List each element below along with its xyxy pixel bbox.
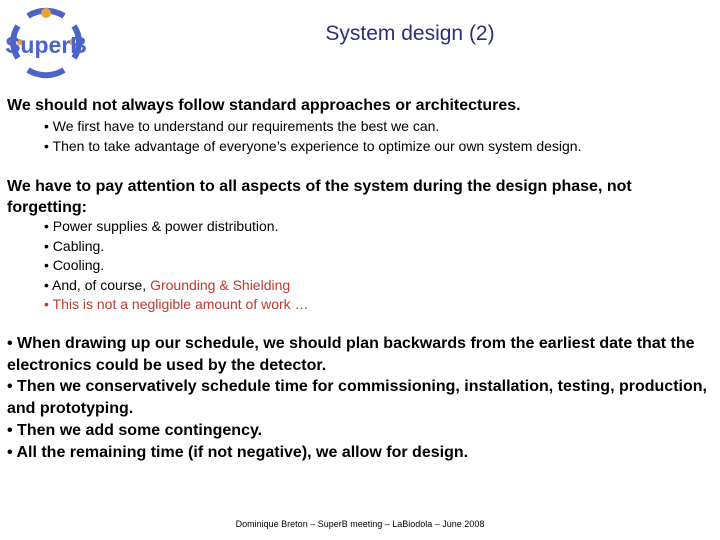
bullet-item: • Then to take advantage of everyone’s experience to optimize our own system design. bbox=[44, 137, 582, 154]
grounding-prefix: • And, of course, bbox=[44, 276, 151, 293]
bullet-item: • Cabling. bbox=[44, 237, 105, 254]
bullet-item-warning: • This is not a negligible amount of work … bbox=[44, 296, 309, 312]
schedule-line: • Then we add some contingency. bbox=[7, 421, 263, 439]
section1-heading: We should not always follow standard approaches or architectures. bbox=[7, 97, 521, 114]
section1-bullets bbox=[44, 117, 581, 156]
bullet-item: • We first have to understand our requirements the best we can. bbox=[44, 118, 440, 134]
grounding-highlight: Grounding & Shielding bbox=[150, 276, 291, 293]
schedule-line: • When drawing up our schedule, we should plan backwards from the earliest date that the electronics could be used by the detector. bbox=[7, 335, 695, 374]
footer: Dominique Breton – SuperB meeting – LaBiodola – June 2008 bbox=[235, 519, 485, 529]
bullet-item: • Power supplies & power distribution. bbox=[44, 218, 279, 234]
bullet-item-grounding bbox=[44, 276, 309, 296]
schedule-line: • Then we conservatively schedule time for commissioning, installation, testing, production, and prototyping. bbox=[7, 378, 707, 418]
superb-logo bbox=[4, 4, 88, 80]
schedule-line: • All the remaining time (if not negative), we allow for design. bbox=[7, 443, 469, 461]
slide-title: System design (2) bbox=[325, 22, 495, 45]
schedule-section bbox=[7, 333, 712, 463]
section2-bullets bbox=[44, 217, 309, 315]
bullet-item: • Cooling. bbox=[44, 257, 105, 273]
section2-heading: We have to pay attention to all aspects of the system during the design phase, not forgetting: bbox=[7, 178, 632, 216]
svg-text:SuperB: SuperB bbox=[5, 32, 87, 58]
